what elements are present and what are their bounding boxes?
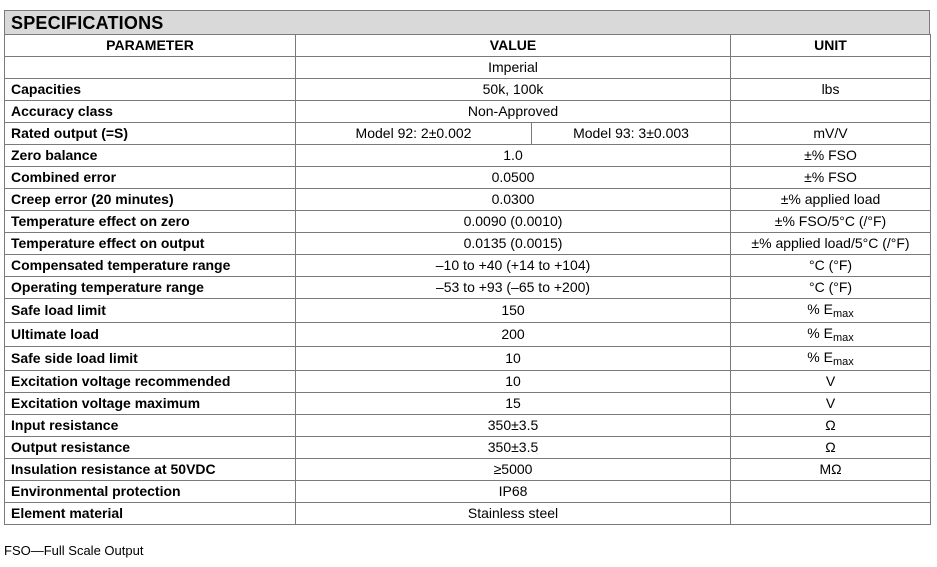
value-cell: Non-Approved bbox=[296, 101, 731, 123]
unit-cell: Ω bbox=[731, 437, 931, 459]
value-cell: 0.0300 bbox=[296, 189, 731, 211]
parameter-cell: Combined error bbox=[5, 167, 296, 189]
value-cell: 150 bbox=[296, 299, 731, 323]
parameter-cell: Accuracy class bbox=[5, 101, 296, 123]
value-cell: Imperial bbox=[296, 57, 731, 79]
parameter-cell bbox=[5, 57, 296, 79]
parameter-cell: Compensated temperature range bbox=[5, 255, 296, 277]
parameter-cell: Capacities bbox=[5, 79, 296, 101]
unit-cell bbox=[731, 299, 931, 323]
value-cell: 350±3.5 bbox=[296, 415, 731, 437]
table-row bbox=[5, 101, 931, 123]
value-cell: 0.0500 bbox=[296, 167, 731, 189]
parameter-cell: Ultimate load bbox=[5, 323, 296, 347]
parameter-cell: Environmental protection bbox=[5, 481, 296, 503]
parameter-cell: Rated output (=S) bbox=[5, 123, 296, 145]
parameter-cell: Temperature effect on zero bbox=[5, 211, 296, 233]
header-value: VALUE bbox=[296, 35, 731, 57]
table-row bbox=[5, 299, 931, 323]
unit-cell: V bbox=[731, 371, 931, 393]
table-row bbox=[5, 189, 931, 211]
table-header-row bbox=[5, 35, 931, 57]
unit-subscript: max bbox=[832, 332, 854, 344]
unit-main: % E bbox=[807, 301, 833, 317]
table-row bbox=[5, 347, 931, 371]
table-row bbox=[5, 79, 931, 101]
parameter-cell: Zero balance bbox=[5, 145, 296, 167]
parameter-cell: Insulation resistance at 50VDC bbox=[5, 459, 296, 481]
value-cell: 350±3.5 bbox=[296, 437, 731, 459]
value-cell: Stainless steel bbox=[296, 503, 731, 525]
unit-main: % E bbox=[807, 325, 833, 341]
section-title: SPECIFICATIONS bbox=[4, 10, 930, 34]
table-row bbox=[5, 167, 931, 189]
unit-cell bbox=[731, 503, 931, 525]
value-cell: –53 to +93 (–65 to +200) bbox=[296, 277, 731, 299]
parameter-cell: Creep error (20 minutes) bbox=[5, 189, 296, 211]
unit-cell: V bbox=[731, 393, 931, 415]
table-row bbox=[5, 323, 931, 347]
parameter-cell: Excitation voltage maximum bbox=[5, 393, 296, 415]
table-row bbox=[5, 145, 931, 167]
table-row bbox=[5, 415, 931, 437]
unit-cell: MΩ bbox=[731, 459, 931, 481]
unit-cell: lbs bbox=[731, 79, 931, 101]
table-row bbox=[5, 481, 931, 503]
unit-cell bbox=[731, 323, 931, 347]
unit-subscript: max bbox=[832, 308, 854, 320]
value-cell: ≥5000 bbox=[296, 459, 731, 481]
unit-main: % E bbox=[807, 349, 833, 365]
unit-cell bbox=[731, 481, 931, 503]
specifications-section bbox=[4, 10, 930, 525]
parameter-cell: Operating temperature range bbox=[5, 277, 296, 299]
value-cell: 10 bbox=[296, 347, 731, 371]
unit-cell bbox=[731, 101, 931, 123]
table-row bbox=[5, 503, 931, 525]
header-unit: UNIT bbox=[731, 35, 931, 57]
value-cell: 200 bbox=[296, 323, 731, 347]
footnote: FSO—Full Scale Output bbox=[4, 543, 144, 558]
table-row bbox=[5, 459, 931, 481]
table-row-unit-system bbox=[5, 57, 931, 79]
unit-cell bbox=[731, 57, 931, 79]
parameter-cell: Output resistance bbox=[5, 437, 296, 459]
table-row bbox=[5, 371, 931, 393]
unit-cell: °C (°F) bbox=[731, 255, 931, 277]
value-cell-model-92: Model 92: 2±0.002 bbox=[296, 123, 532, 145]
value-cell: –10 to +40 (+14 to +104) bbox=[296, 255, 731, 277]
table-row bbox=[5, 437, 931, 459]
parameter-cell: Element material bbox=[5, 503, 296, 525]
table-row bbox=[5, 211, 931, 233]
unit-cell: ±% applied load bbox=[731, 189, 931, 211]
table-row bbox=[5, 123, 931, 145]
value-cell: 0.0135 (0.0015) bbox=[296, 233, 731, 255]
unit-subscript: max bbox=[832, 356, 854, 368]
header-parameter: PARAMETER bbox=[5, 35, 296, 57]
table-row bbox=[5, 277, 931, 299]
specifications-table bbox=[4, 34, 931, 525]
unit-cell: ±% applied load/5°C (/°F) bbox=[731, 233, 931, 255]
value-cell: 1.0 bbox=[296, 145, 731, 167]
value-cell: IP68 bbox=[296, 481, 731, 503]
unit-cell bbox=[731, 347, 931, 371]
parameter-cell: Input resistance bbox=[5, 415, 296, 437]
value-cell: 0.0090 (0.0010) bbox=[296, 211, 731, 233]
unit-cell: °C (°F) bbox=[731, 277, 931, 299]
parameter-cell: Temperature effect on output bbox=[5, 233, 296, 255]
unit-cell: Ω bbox=[731, 415, 931, 437]
table-row bbox=[5, 233, 931, 255]
parameter-cell: Safe load limit bbox=[5, 299, 296, 323]
unit-cell: mV/V bbox=[731, 123, 931, 145]
table-row bbox=[5, 255, 931, 277]
value-cell-model-93: Model 93: 3±0.003 bbox=[532, 123, 731, 145]
value-cell: 15 bbox=[296, 393, 731, 415]
parameter-cell: Safe side load limit bbox=[5, 347, 296, 371]
table-row bbox=[5, 393, 931, 415]
unit-cell: ±% FSO bbox=[731, 145, 931, 167]
unit-cell: ±% FSO/5°C (/°F) bbox=[731, 211, 931, 233]
value-cell: 10 bbox=[296, 371, 731, 393]
parameter-cell: Excitation voltage recommended bbox=[5, 371, 296, 393]
unit-cell: ±% FSO bbox=[731, 167, 931, 189]
value-cell: 50k, 100k bbox=[296, 79, 731, 101]
